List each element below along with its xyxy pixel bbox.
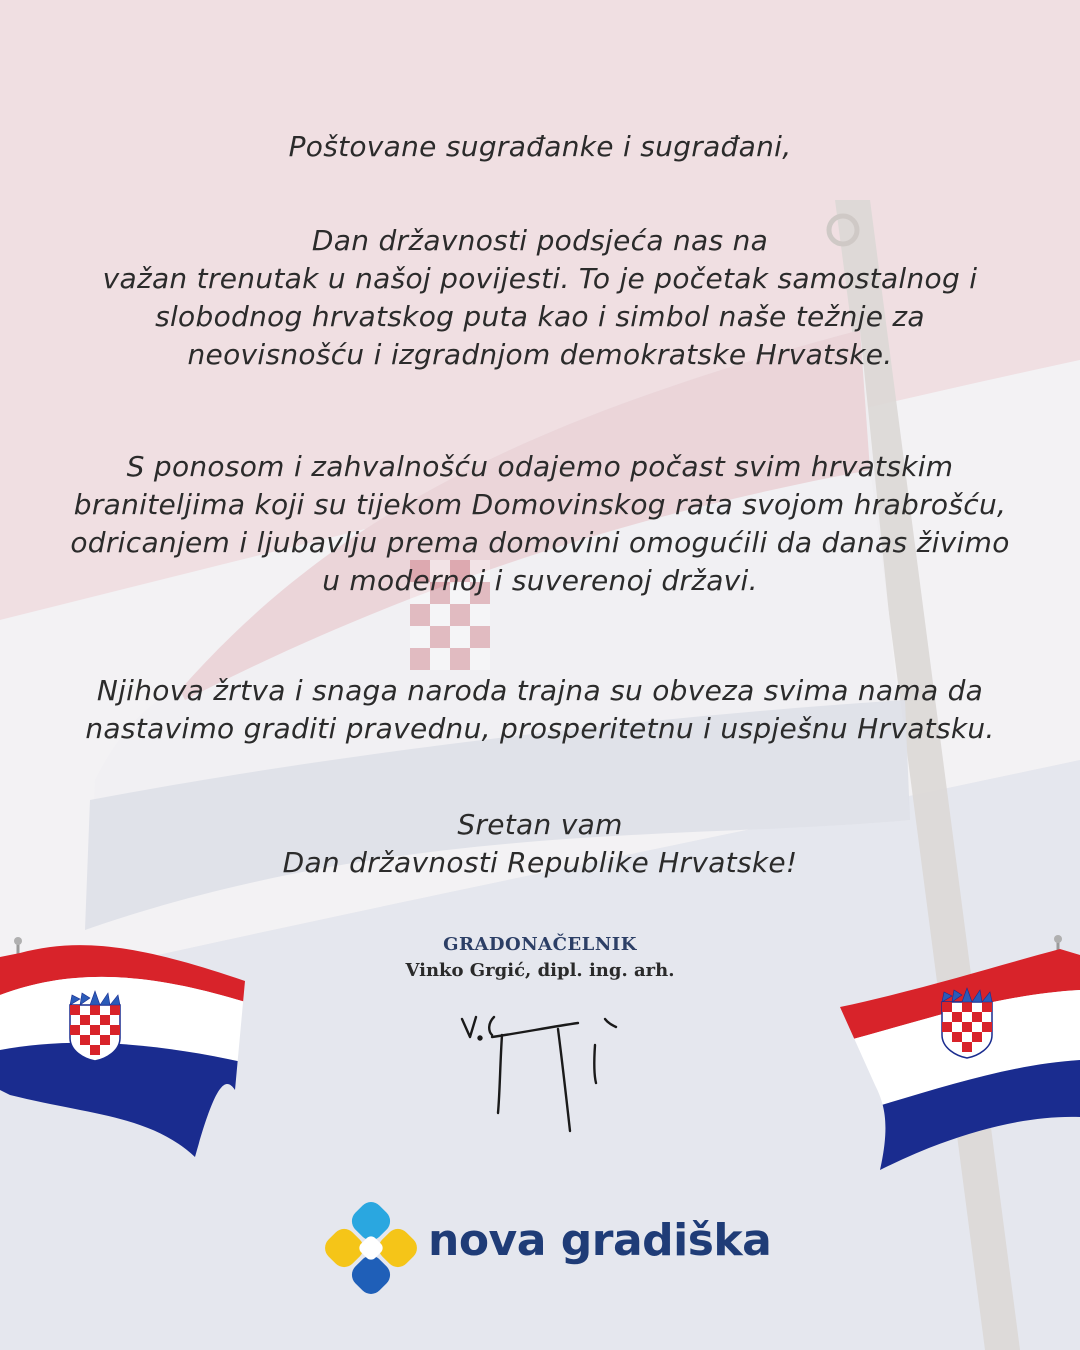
paragraph-line: nastavimo graditi pravednu, prosperitetnu i uspješnu Hrvatsku. xyxy=(85,712,995,745)
paragraph-line: braniteljima koji su tijekom Domovinskog rata svojom hrabrošću, xyxy=(73,488,1007,521)
letter-greeting xyxy=(40,128,1040,166)
signature-name: Vinko Grgić, dipl. ing. arh. xyxy=(405,960,675,981)
nova-gradiska-logo-icon xyxy=(318,1195,424,1301)
letter-paragraph-3 xyxy=(40,672,1040,748)
croatian-flag-icon xyxy=(0,935,255,1165)
paragraph-line: odricanjem i ljubavlju prema domovini omogućili da danas živimo xyxy=(70,526,1010,559)
closing-line: Sretan vam xyxy=(457,808,623,841)
handwritten-signature xyxy=(440,1005,650,1145)
logo-wordmark: nova gradiška xyxy=(428,1215,772,1266)
paragraph-line: neovisnošću i izgradnjom demokratske Hrvatske. xyxy=(187,338,893,371)
paragraph-line: važan trenutak u našoj povijesti. To je početak samostalnog i xyxy=(102,262,978,295)
letter-closing xyxy=(40,806,1040,882)
paragraph-line: Njihova žrtva i snaga naroda trajna su obveza svima nama da xyxy=(96,674,984,707)
paragraph-line: Dan državnosti podsjeća nas na xyxy=(311,224,769,257)
paragraph-line: S ponosom i zahvalnošću odajemo počast svim hrvatskim xyxy=(126,450,954,483)
greeting-line: Poštovane sugrađanke i sugrađani, xyxy=(288,130,792,163)
nova-gradiska-logo xyxy=(318,1195,778,1305)
paragraph-line: slobodnog hrvatskog puta kao i simbol naše težnje za xyxy=(155,300,925,333)
letter-paragraph-1 xyxy=(40,222,1040,374)
paragraph-line: u modernoj i suverenoj državi. xyxy=(322,564,758,597)
closing-line: Dan državnosti Republike Hrvatske! xyxy=(282,846,798,879)
croatian-flag-icon xyxy=(830,935,1080,1175)
signature-title: GRADONAČELNIK xyxy=(443,934,637,955)
letter-paragraph-2 xyxy=(40,448,1040,600)
